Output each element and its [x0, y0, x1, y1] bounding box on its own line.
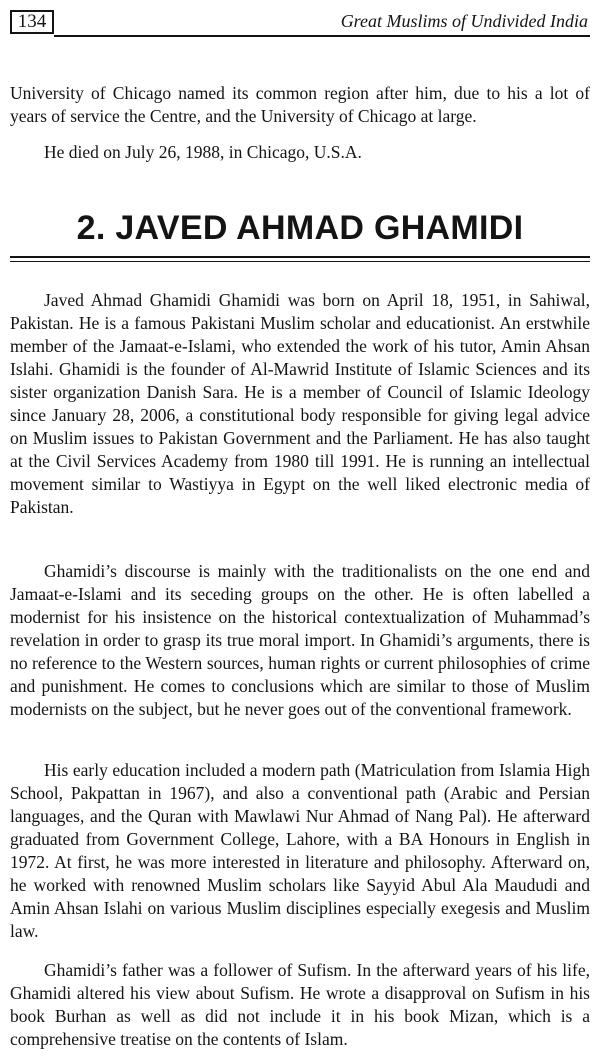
continuation-paragraph: University of Chicago named its common region after him, due to his a lot of years of service the Centre, and the University of Chicago at large.	[10, 83, 590, 126]
header-rule	[54, 35, 590, 37]
biography-paragraph-3: His early education included a modern path (Matriculation from Islamia High School, Pakpattan in 1967), and also a conventional path (Arabic and Persian languages, and the Quran with Mawlawi Nur Ahmad of Nang Pal). He afterward graduated from Government College, Lahore, with a BA Honours in English in 1972. At first, he was more interested in literature and philosophy. Afterward on, he worked with renowned Muslim scholars like Sayyid Abul Ala Maududi and Amin Ahsan Islahi on various Muslim disciplines especially exegesis and Muslim law.	[10, 760, 590, 941]
biography-paragraph-2: Ghamidi’s discourse is mainly with the traditionalists on the one end and Jamaat-e-Islami and its seceding groups on the other. He is often labelled a modernist for his insistence on the historical contextualization of Muhammad’s revelation in order to grasp its true moral import. In Ghamidi’s arguments, there is no reference to the Western sources, human rights or current philosophies of crime and punishment. He comes to conclusions which are similar to those of Muslim modernists on the subject, but he never goes out of the conventional framework.	[10, 561, 590, 719]
heading-rule-secondary	[10, 261, 590, 262]
death-paragraph: He died on July 26, 1988, in Chicago, U.S.A.	[44, 142, 362, 162]
page-number: 134	[10, 10, 54, 34]
chapter-heading: 2. JAVED AHMAD GHAMIDI	[76, 209, 524, 247]
biography-paragraph-4: Ghamidi’s father was a follower of Sufism. In the afterward years of his life, Ghamidi altered his view about Sufism. He wrote a disapproval on Sufism in his book Burhan as well as did not include it in his book Mizan, which is a comprehensive treatise on the contents of Islam.	[10, 960, 590, 1049]
page-header	[10, 10, 590, 40]
biography-paragraph-1: Javed Ahmad Ghamidi Ghamidi was born on April 18, 1951, in Sahiwal, Pakistan. He is a famous Pakistani Muslim scholar and educationist. An erstwhile member of the Jamaat-e-Islami, who extended the work of his tutor, Amin Ahsan Islahi. Ghamidi is the founder of Al-Mawrid Institute of Islamic Sciences and its sister organization Danish Sara. He is a member of Council of Islamic Ideology since January 28, 2006, a constitutional body responsible for giving legal advice on Muslim issues to Pakistan Government and the Parliament. He has also taught at the Civil Services Academy from 1980 till 1991. He is running an intellectual movement similar to Wastiyya in Egypt on the well liked electronic media of Pakistan.	[10, 290, 590, 517]
heading-rule	[10, 256, 590, 258]
running-title: Great Muslims of Undivided India	[340, 11, 588, 31]
